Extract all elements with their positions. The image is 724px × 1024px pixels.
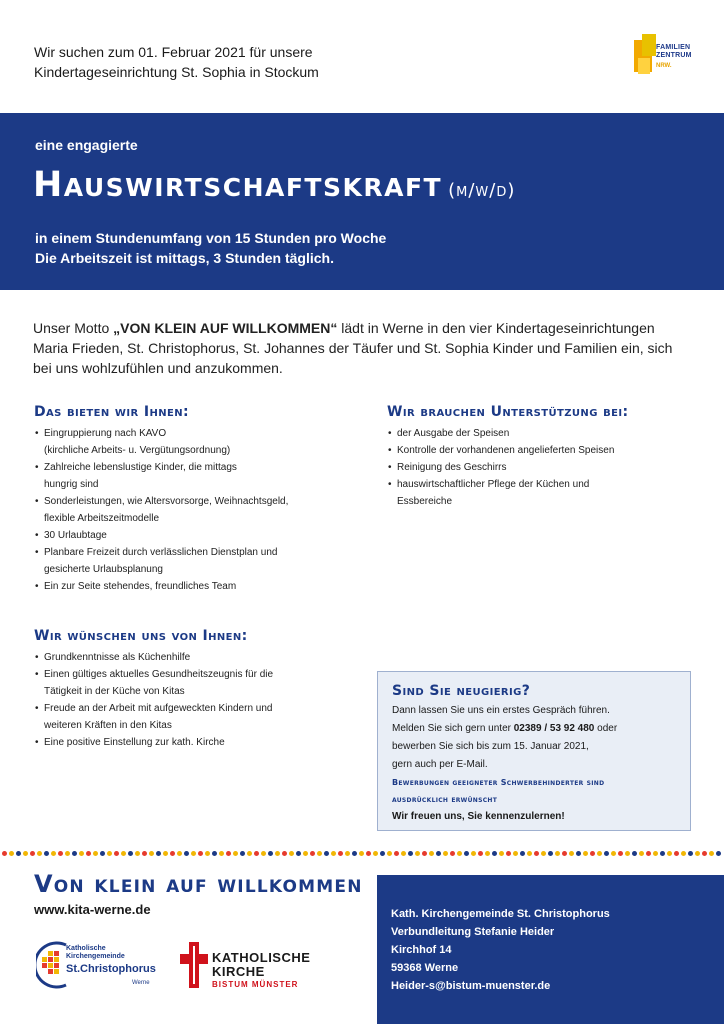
hero-banner bbox=[0, 113, 724, 290]
logo-nrw: NRW. bbox=[656, 63, 672, 69]
list-item: • Ein zur Seite stehendes, freundliches Team bbox=[34, 578, 354, 595]
wish-heading: Wir wünschen uns von Ihnen: bbox=[34, 628, 248, 644]
cross-icon bbox=[180, 942, 208, 988]
divider-dot bbox=[415, 851, 420, 856]
divider-dot bbox=[268, 851, 273, 856]
offer-list bbox=[34, 425, 354, 595]
divider-dot bbox=[667, 851, 672, 856]
dotted-divider bbox=[0, 851, 724, 857]
divider-dot bbox=[359, 851, 364, 856]
divider-dot bbox=[674, 851, 679, 856]
need-section bbox=[387, 404, 697, 510]
list-item: weiteren Kräften in den Kitas bbox=[44, 720, 172, 731]
divider-dot bbox=[429, 851, 434, 856]
motto-post: lädt in Werne in den vier Kindertageseinrichtungen Maria Frieden, St. Christophorus, St. Johannes der Täufer und St. Sophia Kinder und Familien ein, sich bei uns wohlzufühlen und anzukommen. bbox=[33, 320, 673, 376]
divider-dot bbox=[443, 851, 448, 856]
parish-line: Katholische bbox=[66, 945, 106, 952]
divider-dot bbox=[618, 851, 623, 856]
curious-line-1: Dann lassen Sie uns ein erstes Gespräch führen. bbox=[392, 705, 610, 716]
curious-heading: Sind Sie neugierig? bbox=[392, 683, 531, 699]
divider-dot bbox=[569, 851, 574, 856]
curious-line-4: gern auch per E-Mail. bbox=[392, 759, 488, 770]
divider-dot bbox=[170, 851, 175, 856]
divider-dot bbox=[373, 851, 378, 856]
divider-dot bbox=[261, 851, 266, 856]
curious-line-2-pre: Melden Sie sich gern unter bbox=[392, 723, 514, 734]
divider-dot bbox=[142, 851, 147, 856]
divider-dot bbox=[100, 851, 105, 856]
wish-list bbox=[34, 649, 354, 751]
divider-dot bbox=[520, 851, 525, 856]
divider-dot bbox=[177, 851, 182, 856]
divider-dot bbox=[205, 851, 210, 856]
divider-dot bbox=[562, 851, 567, 856]
divider-dot bbox=[639, 851, 644, 856]
curious-line-2-post: oder bbox=[594, 723, 618, 734]
church-logo bbox=[180, 942, 310, 992]
divider-dot bbox=[37, 851, 42, 856]
closing-line: Wir freuen uns, Sie kennenzulernen! bbox=[392, 811, 565, 822]
divider-dot bbox=[709, 851, 714, 856]
list-item: gesicherte Urlaubsplanung bbox=[44, 564, 163, 575]
list-item: • Reinigung des Geschirrs bbox=[387, 459, 697, 476]
curious-line-3: bewerben Sie sich bis zum 15. Januar 2021, bbox=[392, 741, 589, 752]
list-item: • der Ausgabe der Speisen bbox=[387, 425, 697, 442]
divider-dot bbox=[289, 851, 294, 856]
divider-dot bbox=[716, 851, 721, 856]
divider-dot bbox=[303, 851, 308, 856]
divider-dot bbox=[576, 851, 581, 856]
divider-dot bbox=[548, 851, 553, 856]
logo-line: FAMILIEN bbox=[656, 44, 691, 51]
motto-paragraph bbox=[33, 318, 673, 378]
divider-dot bbox=[485, 851, 490, 856]
list-item: • hauswirtschaftlicher Pflege der Küchen und bbox=[387, 476, 697, 493]
divider-dot bbox=[555, 851, 560, 856]
divider-dot bbox=[16, 851, 21, 856]
accessibility-note-2: ausdrücklich erwünscht bbox=[392, 795, 498, 804]
divider-dot bbox=[611, 851, 616, 856]
divider-dot bbox=[632, 851, 637, 856]
divider-dot bbox=[121, 851, 126, 856]
divider-dot bbox=[366, 851, 371, 856]
divider-dot bbox=[65, 851, 70, 856]
divider-dot bbox=[436, 851, 441, 856]
divider-dot bbox=[114, 851, 119, 856]
divider-dot bbox=[247, 851, 252, 856]
divider-dot bbox=[30, 851, 35, 856]
intro-line-2: Kindertageseinrichtung St. Sophia in Stockum bbox=[34, 64, 319, 80]
divider-dot bbox=[198, 851, 203, 856]
divider-dot bbox=[212, 851, 217, 856]
divider-dot bbox=[597, 851, 602, 856]
accessibility-note-1: Bewerbungen geeigneter Schwerbehinderter sind bbox=[392, 778, 605, 787]
motto-pre: Unser Motto bbox=[33, 320, 114, 336]
list-item: • Einen gültiges aktuelles Gesundheitszeugnis für die bbox=[34, 666, 354, 683]
list-item: • Eingruppierung nach KAVO bbox=[34, 425, 354, 442]
parish-logo bbox=[36, 935, 176, 995]
divider-dot bbox=[184, 851, 189, 856]
divider-dot bbox=[226, 851, 231, 856]
divider-dot bbox=[240, 851, 245, 856]
divider-dot bbox=[695, 851, 700, 856]
need-list bbox=[387, 425, 697, 510]
divider-dot bbox=[9, 851, 14, 856]
divider-dot bbox=[58, 851, 63, 856]
divider-dot bbox=[604, 851, 609, 856]
divider-dot bbox=[310, 851, 315, 856]
divider-dot bbox=[282, 851, 287, 856]
wish-section bbox=[34, 628, 354, 751]
intro-text bbox=[34, 42, 319, 82]
church-logo-line-3: BISTUM MÜNSTER bbox=[212, 980, 299, 989]
divider-dot bbox=[527, 851, 532, 856]
job-title bbox=[33, 165, 515, 205]
list-item: • Zahlreiche lebenslustige Kinder, die mittags bbox=[34, 459, 354, 476]
divider-dot bbox=[387, 851, 392, 856]
divider-dot bbox=[450, 851, 455, 856]
divider-dot bbox=[590, 851, 595, 856]
list-item: flexible Arbeitszeitmodelle bbox=[44, 513, 160, 524]
divider-dot bbox=[331, 851, 336, 856]
church-logo-line-1: KATHOLISCHE bbox=[212, 950, 311, 965]
church-logo-line-2: KIRCHE bbox=[212, 964, 265, 979]
list-item: • Freude an der Arbeit mit aufgeweckten Kindern und bbox=[34, 700, 354, 717]
curious-line-2 bbox=[392, 720, 678, 738]
divider-dot bbox=[72, 851, 77, 856]
divider-dot bbox=[653, 851, 658, 856]
divider-dot bbox=[422, 851, 427, 856]
divider-dot bbox=[338, 851, 343, 856]
divider-dot bbox=[107, 851, 112, 856]
logo-block bbox=[642, 34, 656, 56]
logo-block bbox=[638, 58, 650, 74]
divider-dot bbox=[534, 851, 539, 856]
divider-dot bbox=[345, 851, 350, 856]
list-item: • Sonderleistungen, wie Altersvorsorge, Weihnachtsgeld, bbox=[34, 493, 354, 510]
list-item: • 30 Urlaubtage bbox=[34, 527, 354, 544]
divider-dot bbox=[380, 851, 385, 856]
divider-dot bbox=[233, 851, 238, 856]
parish-logo-text bbox=[66, 945, 125, 961]
contact-line-3: Kirchhof 14 bbox=[391, 944, 452, 956]
divider-dot bbox=[492, 851, 497, 856]
logo-text bbox=[656, 44, 692, 60]
divider-dot bbox=[646, 851, 651, 856]
divider-dot bbox=[506, 851, 511, 856]
footer-slogan: Von klein auf willkommen bbox=[34, 870, 363, 898]
divider-dot bbox=[79, 851, 84, 856]
list-item: (kirchliche Arbeits- u. Vergütungsordnung) bbox=[44, 445, 231, 456]
hours-line-2: Die Arbeitszeit ist mittags, 3 Stunden täglich. bbox=[35, 250, 334, 266]
list-item: • Grundkenntnisse als Küchenhilfe bbox=[34, 649, 354, 666]
motto-highlight: „VON KLEIN AUF WILLKOMMEN“ bbox=[113, 320, 338, 336]
divider-dot bbox=[681, 851, 686, 856]
logo-line: ZENTRUM bbox=[656, 52, 692, 59]
parish-name: St.Christophorus bbox=[66, 963, 156, 975]
offer-heading: Das bieten wir Ihnen: bbox=[34, 404, 189, 420]
divider-dot bbox=[464, 851, 469, 856]
divider-dot bbox=[254, 851, 259, 856]
offer-section bbox=[34, 404, 354, 595]
divider-dot bbox=[471, 851, 476, 856]
divider-dot bbox=[394, 851, 399, 856]
divider-dot bbox=[513, 851, 518, 856]
divider-dot bbox=[219, 851, 224, 856]
divider-dot bbox=[702, 851, 707, 856]
list-item: hungrig sind bbox=[44, 479, 99, 490]
divider-dot bbox=[688, 851, 693, 856]
contact-email[interactable]: Heider-s@bistum-muenster.de bbox=[391, 980, 551, 992]
intro-line-1: Wir suchen zum 01. Februar 2021 für unsere bbox=[34, 44, 313, 60]
divider-dot bbox=[660, 851, 665, 856]
globe-icon bbox=[36, 937, 70, 993]
divider-dot bbox=[478, 851, 483, 856]
phone-number[interactable]: 02389 / 53 92 480 bbox=[513, 723, 595, 734]
divider-dot bbox=[191, 851, 196, 856]
website-link[interactable]: www.kita-werne.de bbox=[34, 902, 151, 917]
divider-dot bbox=[149, 851, 154, 856]
contact-line-4: 59368 Werne bbox=[391, 962, 459, 974]
job-title-suffix: (m/w/d) bbox=[448, 180, 516, 201]
divider-dot bbox=[135, 851, 140, 856]
divider-dot bbox=[156, 851, 161, 856]
divider-dot bbox=[457, 851, 462, 856]
working-hours bbox=[35, 228, 386, 268]
divider-dot bbox=[499, 851, 504, 856]
divider-dot bbox=[51, 851, 56, 856]
job-title-text: Hauswirtschaftskraft bbox=[33, 165, 443, 205]
parish-line: Kirchengemeinde bbox=[66, 953, 125, 960]
contact-line-2: Verbundleitung Stefanie Heider bbox=[391, 926, 555, 938]
contact-callout-box bbox=[377, 671, 691, 831]
divider-dot bbox=[128, 851, 133, 856]
divider-dot bbox=[23, 851, 28, 856]
divider-dot bbox=[352, 851, 357, 856]
divider-dot bbox=[275, 851, 280, 856]
divider-dot bbox=[324, 851, 329, 856]
divider-dot bbox=[401, 851, 406, 856]
contact-box bbox=[377, 875, 724, 1024]
list-item: • Eine positive Einstellung zur kath. Kirche bbox=[34, 734, 354, 751]
list-item: Essbereiche bbox=[397, 496, 453, 507]
list-item: • Kontrolle der vorhandenen angelieferten Speisen bbox=[387, 442, 697, 459]
footer-slogan-block bbox=[34, 870, 364, 917]
divider-dot bbox=[163, 851, 168, 856]
divider-dot bbox=[93, 851, 98, 856]
divider-dot bbox=[317, 851, 322, 856]
divider-dot bbox=[296, 851, 301, 856]
divider-dot bbox=[86, 851, 91, 856]
contact-line-1: Kath. Kirchengemeinde St. Christophorus bbox=[391, 908, 610, 920]
divider-dot bbox=[408, 851, 413, 856]
divider-dot bbox=[583, 851, 588, 856]
hours-line-1: in einem Stundenumfang von 15 Stunden pro Woche bbox=[35, 230, 387, 246]
divider-dot bbox=[541, 851, 546, 856]
need-heading: Wir brauchen Unterstützung bei: bbox=[387, 404, 629, 420]
divider-dot bbox=[2, 851, 7, 856]
hero-kicker: eine engagierte bbox=[35, 137, 138, 153]
parish-place: Werne bbox=[132, 980, 150, 986]
list-item: • Planbare Freizeit durch verlässlichen Dienstplan und bbox=[34, 544, 354, 561]
divider-dot bbox=[625, 851, 630, 856]
divider-dot bbox=[44, 851, 49, 856]
familienzentrum-logo bbox=[634, 34, 696, 80]
list-item: Tätigkeit in der Küche von Kitas bbox=[44, 686, 185, 697]
